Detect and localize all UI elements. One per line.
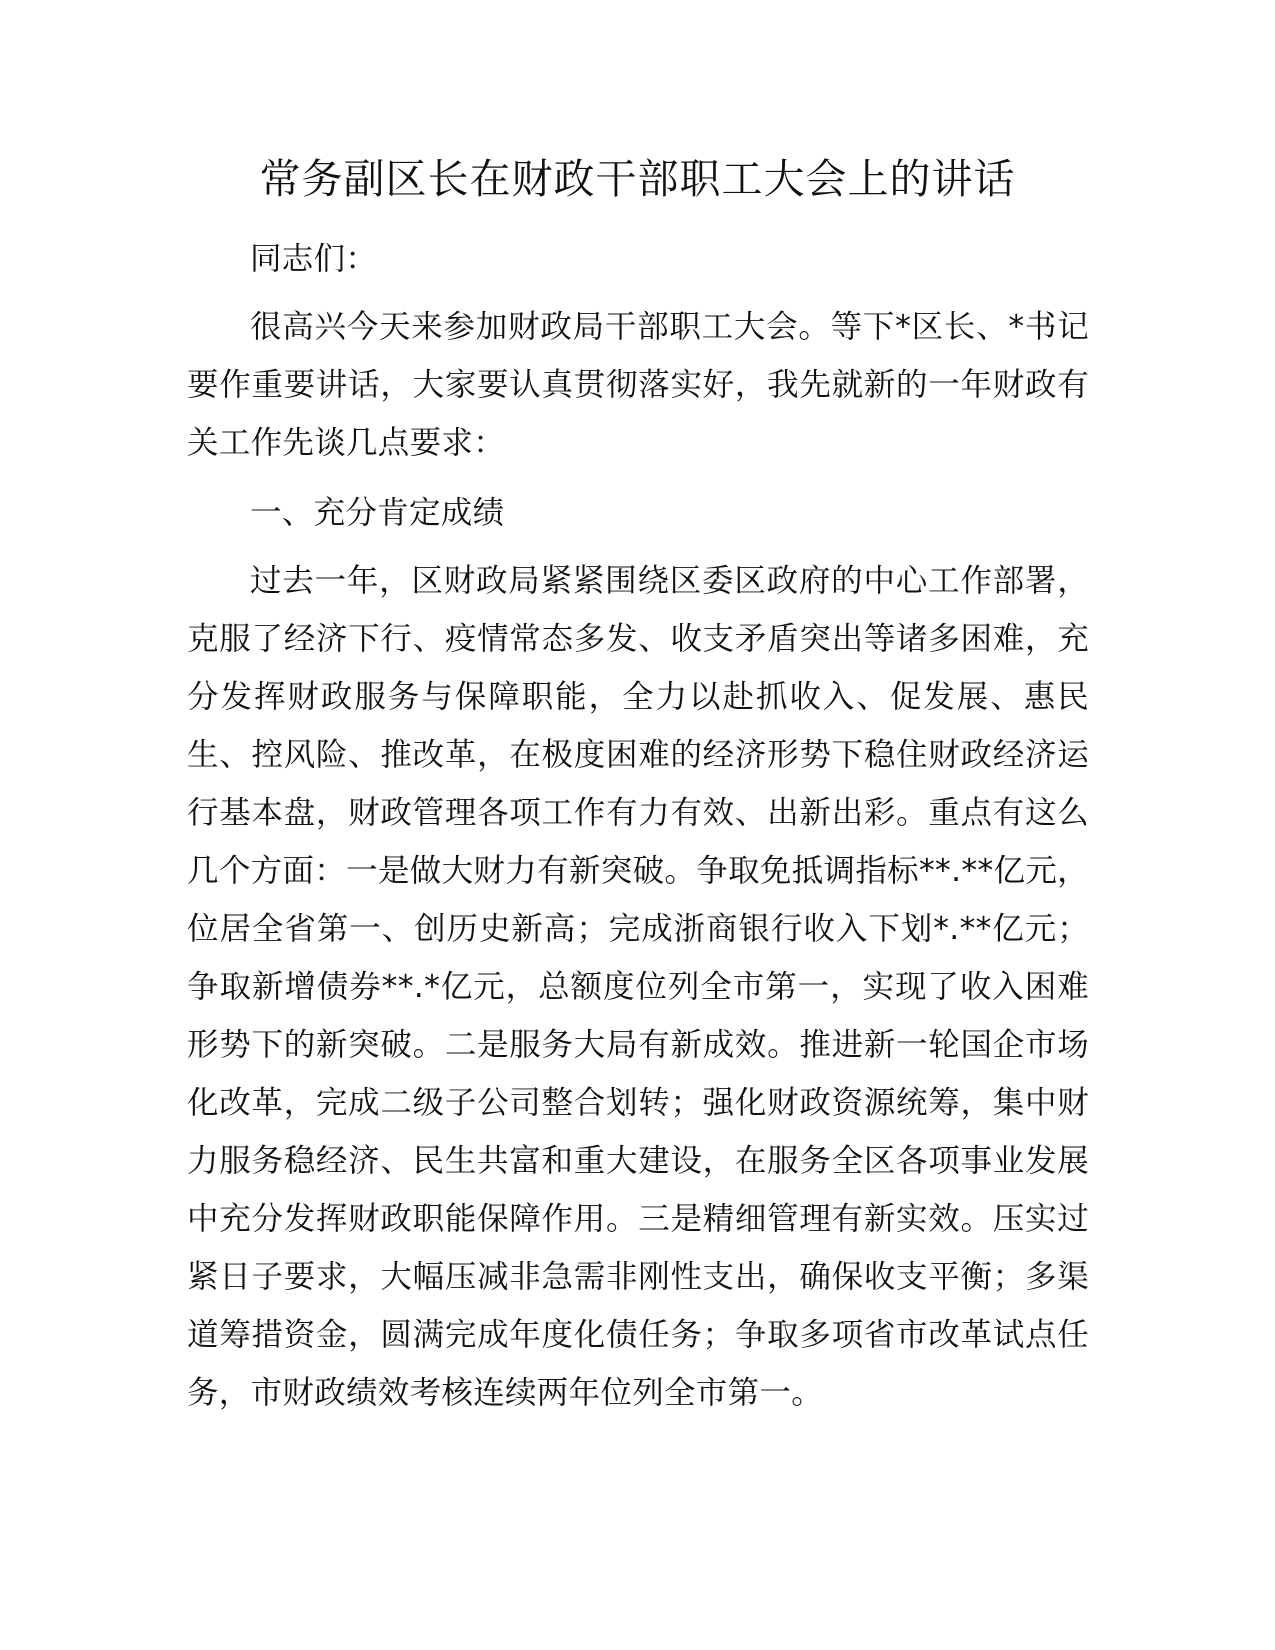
greeting: 同志们：	[250, 241, 378, 277]
document-title: 常务副区长在财政干部职工大会上的讲话	[259, 155, 1016, 203]
paragraph-2: 过去一年，区财政局紧紧围绕区委区政府的中心工作部署，克服了经济下行、疫情常态多发、收支矛盾突出等诸多困难，充分发挥财政服务与保障职能，全力以赴抓收入、促发展、惠民生、控风险、推改革，在极度困难的经济形势下稳住财政经济运行基本盘，财政管理各项工作有力有效、出新出彩。重点有这么几个方面：一是做大财力有新突破。争取免抵调指标**.**亿元，位居全省第一、创历史新高；完成浙商银行收入下划*.**亿元；争取新增债券**.*亿元，总额度位列全市第一，实现了收入困难形势下的新突破。二是服务大局有新成效。推进新一轮国企市场化改革，完成二级子公司整合划转；强化财政资源统筹，集中财力服务稳经济、民生共富和重大建设，在服务全区各项事业发展中充分发挥财政职能保障作用。三是精细管理有新实效。压实过紧日子要求，大幅压减非急需非刚性支出，确保收支平衡；多渠道筹措资金，圆满完成年度化债任务；争取多项省市改革试点任务，市财政绩效考核连续两年位列全市第一。	[187, 563, 1089, 1411]
paragraph-1: 很高兴今天来参加财政局干部职工大会。等下*区长、*书记要作重要讲话，大家要认真贯彻落实好，我先就新的一年财政有关工作先谈几点要求：	[187, 309, 1089, 461]
section-heading-1: 一、充分肯定成绩	[250, 495, 505, 531]
